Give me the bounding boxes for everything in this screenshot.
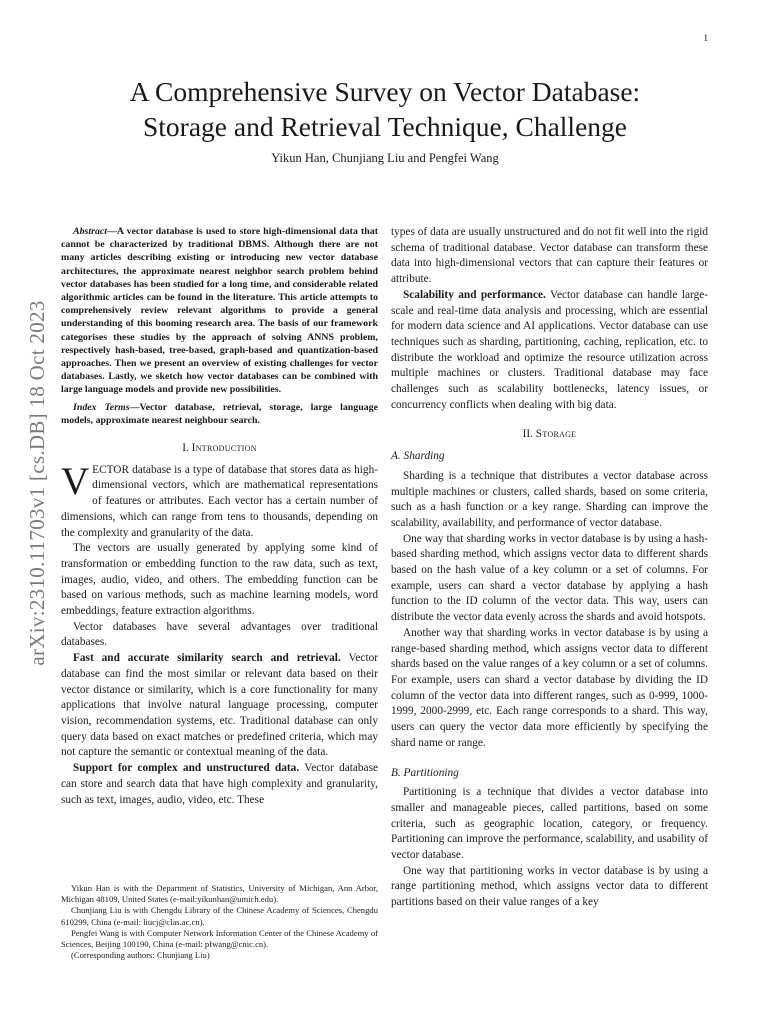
intro-paragraph-2: The vectors are usually generated by applying some kind of transformation or embedding function to the raw data, such as text, images, audio, video, and others. The embedding function can be based on various methods, such as machine learning models, word embeddings, feature extraction algorithms. [61,542,378,618]
arxiv-identifier: arXiv:2310.11703v1 [cs.DB] 18 Oct 2023 [25,300,49,666]
left-column [61,225,378,808]
title-line-1: A Comprehensive Survey on Vector Database: [129,76,641,107]
section-title: Storage [535,428,577,441]
partitioning-paragraph-1: Partitioning is a technique that divides a vector database into smaller and manageable pieces, called partitions, based on some criteria, such as geographic location, category, or frequency. Partitioning can improve the performance, scalability, and usability of vector database. [391,786,708,862]
sharding-paragraph-3: Another way that sharding works in vector database is by using a range-based sharding method, which assigns vector data to different shards based on the value ranges of a key column or a set of columns. For example, users can shard a vector database by dividing the ID column of the vector data into different ranges, such as 0-999, 1000-1999, 2000-2999, etc. Each range corresponds to a shard. This way, users can query the vector data more efficiently by specifying the shard name or range. [391,626,708,749]
advantage-text: Vector database can store and search data that have high complexity and granularity, such as text, images, audio, video, etc. These [61,762,378,806]
advantage-label: Fast and accurate similarity search and retrieval. [73,652,341,665]
index-terms [61,401,378,427]
abstract [61,225,378,397]
intro-paragraph-1 [61,459,378,542]
footnote-affiliation-2: Chunjiang Liu is with Chengdu Library of the Chinese Academy of Sciences, Chengdu 610299, China (e-mail: liucj@clas.ac.cn). [61,905,378,927]
footnote-affiliation-3: Pengfei Wang is with Computer Network Information Center of the Chinese Academy of Sciences, Beijing 100190, China (e-mail: pfwang@cnic.cn). [61,927,378,950]
footnote-affiliation-1: Yikun Han is with the Department of Statistics, University of Michigan, Ann Arbor, Michigan 48109, United States (e-mail:yikunhan@umich.edu). [61,883,378,905]
index-terms-label: Index Terms [73,401,130,413]
title-line-2: Storage and Retrieval Technique, Challenge [142,111,627,142]
footnotes [61,883,378,961]
index-terms-text: —Vector database, retrieval, storage, large language models, approximate nearest neighbour search. [61,401,378,426]
sharding-paragraph-2: One way that sharding works in vector database is by using a hash-based sharding method, which assigns vector data to different shards based on the hash value of a key column or a set of columns. For example, users can shard a vector database by applying a hash function to the ID column of the vector data. This way, users can distribute the vector data evenly across the shards and avoid hotspots. [391,532,708,624]
sharding-paragraph-1: Sharding is a technique that distributes a vector database across multiple machines or clusters, called shards, based on some criteria, such as a hash function or a key range. Sharding can improve the scalability, availability, and performance of vector database. [391,469,708,529]
abstract-label: Abstract [73,226,108,237]
section-number: II. [522,428,533,441]
subsection-heading-partitioning: B. Partitioning [391,766,459,779]
advantage-label: Scalability and performance. [403,288,546,301]
advantage-fast-search [61,651,378,761]
advantage-text: Vector database can handle large-scale and real-time data analysis and processing, which are essential for modern data science and AI applications. Vector database can use techniques such as sharding, partitioning, caching, replication, etc. to distribute the workload and optimize the resource utilization across multiple machines or clusters. Traditional database may face challenges such as scalability bottlenecks, latency issues, or concurrency conflicts when dealing with big data. [391,288,708,411]
intro-paragraph-1-text: ECTOR database is a type of database that stores data as high-dimensional vectors, which are mathematical representations of features or attributes. Each vector has a certain number of dimensions, which can range from tens to thousands, depending on the complexity and granularity of the data. [61,463,378,539]
subsection-heading-sharding: A. Sharding [391,450,445,463]
abstract-text: —A vector database is used to store high-dimensional data that cannot be characterized by traditional DBMS. Although there are not many articles describing existing or introducing new vector database architectures, the approximate nearest neighbor search problem behind vector databases has been studied for a long time, and considerable related algorithmic articles can be found in the literature. This article attempts to comprehensively review relevant algorithms to provide a general understanding of this booming research area. The basis of our framework categorises these studies by the approach of solving ANNS problem, respectively hash-based, tree-based, graph-based and quantization-based approaches. Then we present an overview of existing challenges for vector databases. Lastly, we sketch how vector databases can be combined with large language models and provide new possibilities. [61,226,378,396]
advantage-scalability [391,288,708,414]
continued-paragraph: types of data are usually unstructured and do not fit well into the rigid schema of traditional database. Vector database can transform these data into high-dimensional vectors that can capture their features or attribute. [391,226,708,286]
intro-paragraph-3: Vector databases have several advantages over traditional databases. [61,620,378,649]
advantage-complex-data [61,761,378,808]
section-heading-storage [391,427,708,443]
page-number: 1 [703,33,708,43]
paper-title [60,74,710,144]
section-number: I. [182,442,189,455]
partitioning-paragraph-2: One way that partitioning works in vector database is by using a range partitioning method, which assigns vector data to different partitions based on their value ranges of a key [391,864,708,909]
author-list: Yikun Han, Chunjiang Liu and Pengfei Wang [271,151,499,165]
right-column [391,225,708,911]
section-title: Introduction [191,442,257,455]
footnote-corresponding: (Corresponding authors: Chunjiang Liu) [71,950,210,961]
advantage-text: Vector database can find the most similar or relevant data based on their vector distance or similarity, which is a core functionality for many applications that involve natural language processing, computer vision, recommendation systems, etc. Traditional database can only query data based on exact matches or predefined criteria, which may not capture the semantic or contextual meaning of the data. [61,652,378,759]
section-heading-introduction [61,441,378,457]
advantage-label: Support for complex and unstructured data. [73,762,300,775]
drop-cap: V [61,459,90,503]
